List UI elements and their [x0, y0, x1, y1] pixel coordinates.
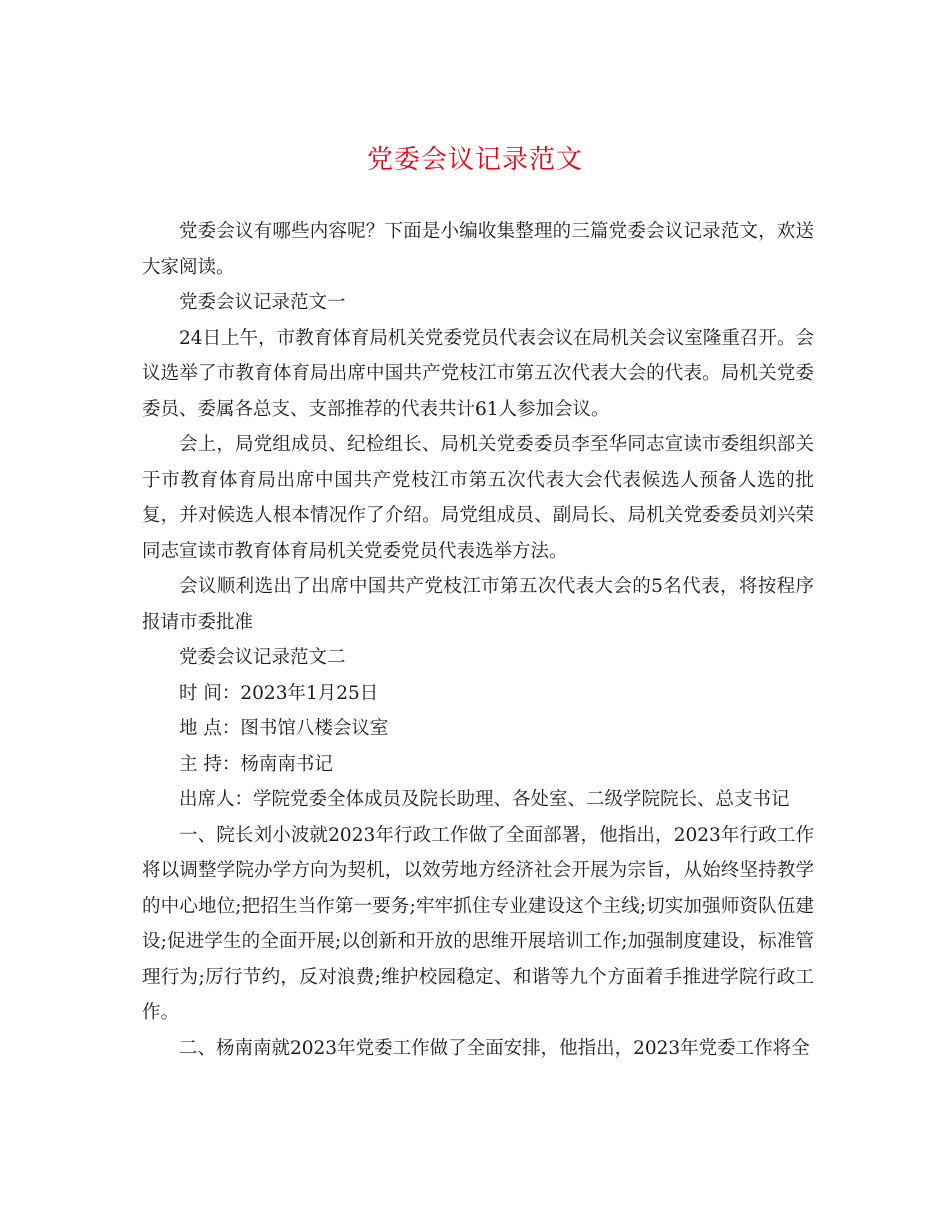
body-paragraph: 会议顺利选出了出席中国共产党枝江市第五次代表大会的5名代表，将按程序报请市委批准 [142, 576, 814, 633]
section-heading-2: 党委会议记录范文二 [179, 647, 346, 668]
document-title: 党委会议记录范文 [366, 145, 583, 175]
body-paragraph: 一、院长刘小波就2023年行政工作做了全面部署，他指出，2023年行政工作将以调整学院办学方向为契机，以效劳地方经济社会开展为宗旨，从始终坚持教学的中心地位;把招生当作第一要务;牢牢抓住专业建设这个主线;切实加强师资队伍建设;促进学生的全面开展;以创新和开放的思维开展培训工作;加强制度建设，标准管理行为;厉行节约，反对浪费;维护校园稳定、和谐等九个方面着手推进学院行政工作。 [142, 824, 814, 1023]
body-paragraph: 24日上午，市教育体育局机关党委党员代表会议在局机关会议室隆重召开。会议选举了市教育体育局出席中国共产党枝江市第五次代表大会的代表。局机关党委委员、委属各总支、支部推荐的代表共计61人参加会议。 [142, 327, 814, 420]
meeting-host: 主 持：杨南南书记 [179, 753, 333, 775]
meeting-time: 时 间：2023年1月25日 [179, 682, 379, 704]
meeting-location: 地 点：图书馆八楼会议室 [179, 718, 389, 739]
meeting-attendees: 出席人：学院党委全体成员及院长助理、各处室、二级学院院长、总支书记 [179, 789, 790, 810]
body-paragraph: 会上，局党组成员、纪检组长、局机关党委委员李至华同志宣读市委组织部关于市教育体育局出席中国共产党枝江市第五次代表大会代表候选人预备人选的批复，并对候选人根本情况作了介绍。局党组成员、副局长、局机关党委委员刘兴荣同志宣读市教育体育局机关党委党员代表选举方法。 [142, 434, 814, 562]
intro-paragraph: 党委会议有哪些内容呢？下面是小编收集整理的三篇党委会议记录范文，欢送大家阅读。 [142, 221, 814, 278]
section-heading-1: 党委会议记录范文一 [179, 292, 346, 313]
body-paragraph: 二、杨南南就2023年党委工作做了全面安排，他指出，2023年党委工作将全 [179, 1037, 810, 1059]
document-body [142, 214, 814, 1066]
